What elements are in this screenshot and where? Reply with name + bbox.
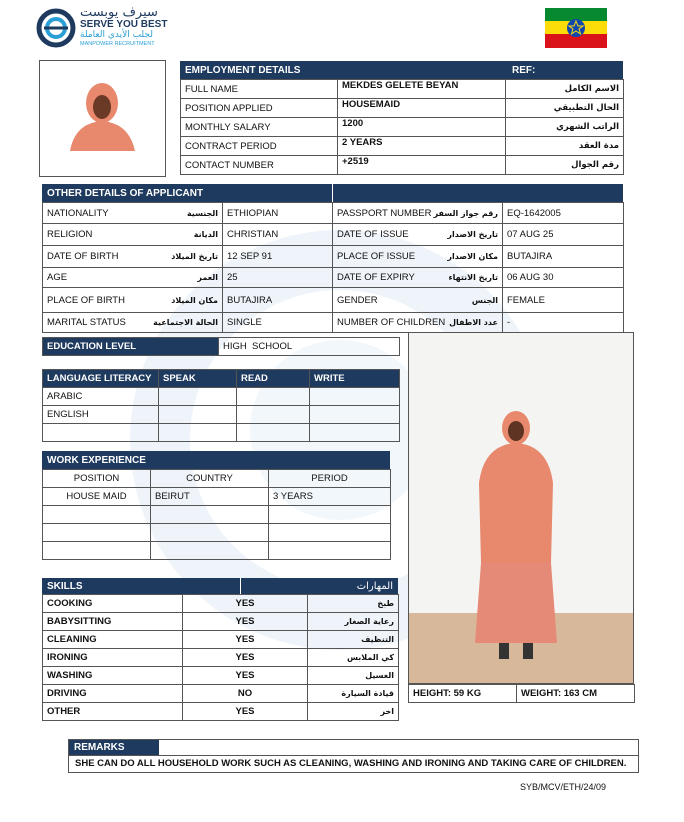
skills-label-ar: المهارات bbox=[356, 580, 393, 592]
other-value-right: 06 AUG 30 bbox=[503, 268, 624, 288]
language-header-cell: LANGUAGE LITERACY bbox=[43, 370, 159, 388]
skill-name-ar: طبخ bbox=[308, 595, 399, 613]
other-field-right bbox=[333, 203, 503, 224]
work-cell bbox=[269, 524, 391, 542]
company-logo bbox=[36, 8, 76, 48]
employment-row bbox=[181, 156, 624, 175]
skill-name-ar: التنظيف bbox=[308, 631, 399, 649]
work-experience-label: WORK EXPERIENCE bbox=[47, 454, 146, 466]
work-cell bbox=[269, 506, 391, 524]
skill-row bbox=[43, 703, 399, 721]
skill-value: YES bbox=[183, 631, 308, 649]
employment-table bbox=[180, 79, 624, 175]
remarks-text: SHE CAN DO ALL HOUSEHOLD WORK SUCH AS CLEANING, WASHING AND IRONING AND TAKING CARE OF CHILDREN. bbox=[75, 758, 627, 769]
skill-name: IRONING bbox=[43, 649, 183, 667]
remarks-header bbox=[69, 740, 159, 755]
work-row bbox=[43, 542, 391, 560]
employment-header-label: EMPLOYMENT DETAILS bbox=[185, 64, 301, 76]
other-label-right-ar: مكان الاصدار bbox=[447, 252, 498, 261]
skill-value: YES bbox=[183, 667, 308, 685]
employment-header bbox=[180, 61, 507, 79]
logo-icon bbox=[36, 8, 76, 48]
language-cell bbox=[237, 424, 310, 442]
employment-row bbox=[181, 99, 624, 118]
language-cell bbox=[237, 406, 310, 424]
measurements-table bbox=[408, 684, 635, 703]
other-details-row bbox=[43, 246, 624, 268]
language-row bbox=[43, 406, 400, 424]
other-label-right: NUMBER OF CHILDREN bbox=[337, 317, 446, 328]
other-value-left: 25 bbox=[223, 268, 333, 288]
language-cell bbox=[237, 388, 310, 406]
other-header-divider bbox=[332, 184, 333, 202]
remarks-box bbox=[68, 739, 639, 773]
skill-value: YES bbox=[183, 613, 308, 631]
height-value: HEIGHT: 59 KG bbox=[409, 685, 517, 703]
other-label-right-ar: الجنس bbox=[471, 295, 498, 305]
skills-table bbox=[42, 594, 399, 721]
employment-field-value: +2519 bbox=[338, 156, 506, 175]
skill-name-ar: رعاية الصغار bbox=[308, 613, 399, 631]
skill-row bbox=[43, 613, 399, 631]
other-details-label: OTHER DETAILS OF APPLICANT bbox=[47, 187, 204, 199]
skill-value: NO bbox=[183, 685, 308, 703]
other-label-right: PLACE OF ISSUE bbox=[337, 251, 416, 262]
language-row bbox=[43, 388, 400, 406]
brand-name-en: SERVE YOU BEST bbox=[80, 19, 168, 30]
flag-icon bbox=[545, 8, 607, 48]
employment-field-value: 2 YEARS bbox=[338, 137, 506, 156]
applicant-photo-full bbox=[408, 332, 634, 684]
work-cell: HOUSE MAID bbox=[43, 488, 151, 506]
language-table bbox=[42, 369, 400, 442]
footer-code: SYB/MCV/ETH/24/09 bbox=[520, 782, 607, 792]
other-value-right: BUTAJIRA bbox=[503, 246, 624, 268]
work-column-header: COUNTRY bbox=[151, 470, 269, 488]
work-cell bbox=[269, 542, 391, 560]
language-cell bbox=[159, 424, 237, 442]
ref-header bbox=[507, 61, 623, 79]
work-column-header: PERIOD bbox=[269, 470, 391, 488]
employment-field-label-ar: مدة العقد bbox=[506, 137, 624, 156]
skill-name: COOKING bbox=[43, 595, 183, 613]
other-field-left bbox=[43, 203, 223, 224]
employment-field-label-ar: الاسم الكامل bbox=[506, 80, 624, 99]
other-field-left bbox=[43, 313, 223, 333]
education-table bbox=[42, 337, 400, 356]
employment-field-label: CONTRACT PERIOD bbox=[181, 137, 338, 156]
other-details-row bbox=[43, 313, 624, 333]
skills-header bbox=[42, 578, 398, 594]
skills-label: SKILLS bbox=[47, 580, 83, 592]
other-value-right: EQ-1642005 bbox=[503, 203, 624, 224]
brand-block bbox=[80, 6, 190, 48]
other-label-left: MARITAL STATUS bbox=[47, 317, 126, 328]
weight-value: WEIGHT: 163 CM bbox=[517, 685, 635, 703]
education-label: EDUCATION LEVEL bbox=[43, 338, 219, 356]
other-label-left: PLACE OF BIRTH bbox=[47, 294, 125, 306]
work-cell bbox=[151, 524, 269, 542]
work-cell bbox=[151, 542, 269, 560]
other-label-right: PASSPORT NUMBER bbox=[337, 207, 432, 219]
skill-row bbox=[43, 667, 399, 685]
employment-field-label-ar: رقم الجوال bbox=[506, 156, 624, 175]
other-details-row bbox=[43, 224, 624, 246]
skill-name: BABYSITTING bbox=[43, 613, 183, 631]
brand-name-ar: سيرف يوبست bbox=[80, 5, 158, 20]
skill-row bbox=[43, 649, 399, 667]
language-cell bbox=[43, 424, 159, 442]
employment-field-label: FULL NAME bbox=[181, 80, 338, 99]
other-field-right bbox=[333, 224, 503, 246]
brand-sub-ar: لجلب الأيدي العاملة bbox=[80, 30, 153, 40]
employment-row bbox=[181, 137, 624, 156]
skill-row bbox=[43, 685, 399, 703]
language-header-cell: READ bbox=[237, 370, 310, 388]
other-field-right bbox=[333, 288, 503, 313]
other-details-row bbox=[43, 203, 624, 224]
language-cell bbox=[310, 424, 400, 442]
other-field-right bbox=[333, 313, 503, 333]
brand-sub-en: MANPOWER RECRUITMENT bbox=[80, 41, 155, 47]
skill-name-ar: كي الملابس bbox=[308, 649, 399, 667]
work-header-row bbox=[43, 470, 391, 488]
employment-field-value: HOUSEMAID bbox=[338, 99, 506, 118]
other-details-row bbox=[43, 288, 624, 313]
work-cell bbox=[43, 524, 151, 542]
skill-value: YES bbox=[183, 649, 308, 667]
other-label-right: DATE OF ISSUE bbox=[337, 229, 409, 240]
language-row bbox=[43, 424, 400, 442]
work-cell bbox=[43, 542, 151, 560]
other-value-right: - bbox=[503, 313, 624, 333]
employment-row bbox=[181, 118, 624, 137]
remarks-divider bbox=[69, 755, 638, 756]
other-label-right: GENDER bbox=[337, 294, 378, 306]
employment-field-label: CONTACT NUMBER bbox=[181, 156, 338, 175]
other-label-left: RELIGION bbox=[47, 229, 93, 240]
employment-field-label: MONTHLY SALARY bbox=[181, 118, 338, 137]
other-label-right-ar: عدد الاطفال bbox=[449, 318, 498, 327]
skill-name-ar: اخر bbox=[308, 703, 399, 721]
ethiopia-flag bbox=[545, 8, 607, 48]
other-field-left bbox=[43, 246, 223, 268]
skill-name: CLEANING bbox=[43, 631, 183, 649]
work-cell: 3 YEARS bbox=[269, 488, 391, 506]
other-label-left: DATE OF BIRTH bbox=[47, 251, 119, 262]
employment-field-label-ar: الحال التطبيقي bbox=[506, 99, 624, 118]
other-field-left bbox=[43, 288, 223, 313]
skills-header-divider bbox=[240, 578, 241, 594]
skill-name: OTHER bbox=[43, 703, 183, 721]
other-value-right: FEMALE bbox=[503, 288, 624, 313]
other-value-left: 12 SEP 91 bbox=[223, 246, 333, 268]
other-field-left bbox=[43, 268, 223, 288]
language-header-cell: SPEAK bbox=[159, 370, 237, 388]
other-details-table bbox=[42, 202, 624, 333]
other-label-left: NATIONALITY bbox=[47, 207, 109, 219]
skill-value: YES bbox=[183, 703, 308, 721]
other-value-left: SINGLE bbox=[223, 313, 333, 333]
language-cell: ENGLISH bbox=[43, 406, 159, 424]
other-label-right-ar: تاريخ الانتهاء bbox=[448, 273, 498, 282]
remarks-label: REMARKS bbox=[74, 742, 125, 753]
ref-label: REF: bbox=[512, 64, 536, 76]
language-cell bbox=[310, 388, 400, 406]
other-field-right bbox=[333, 246, 503, 268]
work-row bbox=[43, 506, 391, 524]
language-header-cell: WRITE bbox=[310, 370, 400, 388]
work-experience-header bbox=[42, 451, 390, 469]
employment-field-value: MEKDES GELETE BEYAN bbox=[338, 80, 506, 99]
applicant-photo-small bbox=[39, 60, 166, 177]
work-experience-table bbox=[42, 469, 391, 560]
other-label-left-ar: الجنسية bbox=[186, 208, 218, 218]
other-label-right-ar: تاريخ الاصدار bbox=[447, 230, 498, 239]
other-value-left: ETHIOPIAN bbox=[223, 203, 333, 224]
other-value-left: CHRISTIAN bbox=[223, 224, 333, 246]
other-label-left-ar: تاريخ الميلاد bbox=[171, 252, 218, 261]
work-cell bbox=[43, 506, 151, 524]
language-cell bbox=[159, 406, 237, 424]
other-label-left: AGE bbox=[47, 272, 68, 283]
work-row bbox=[43, 488, 391, 506]
other-label-left-ar: الحالة الاجتماعية bbox=[153, 318, 218, 327]
employment-field-label: POSITION APPLIED bbox=[181, 99, 338, 118]
other-field-left bbox=[43, 224, 223, 246]
other-label-left-ar: العمر bbox=[197, 273, 218, 282]
language-cell: ARABIC bbox=[43, 388, 159, 406]
education-value: HIGH SCHOOL bbox=[219, 338, 400, 356]
other-value-right: 07 AUG 25 bbox=[503, 224, 624, 246]
skill-row bbox=[43, 631, 399, 649]
skill-value: YES bbox=[183, 595, 308, 613]
other-field-right bbox=[333, 268, 503, 288]
skill-name: DRIVING bbox=[43, 685, 183, 703]
other-label-right-ar: رقم جواز السفر bbox=[433, 208, 498, 218]
language-header-row bbox=[43, 370, 400, 388]
other-label-left-ar: الديانة bbox=[193, 230, 218, 239]
employment-field-value: 1200 bbox=[338, 118, 506, 137]
skill-name: WASHING bbox=[43, 667, 183, 685]
language-cell bbox=[310, 406, 400, 424]
work-column-header: POSITION bbox=[43, 470, 151, 488]
language-cell bbox=[159, 388, 237, 406]
work-cell: BEIRUT bbox=[151, 488, 269, 506]
other-details-row bbox=[43, 268, 624, 288]
skill-name-ar: قيادة السيارة bbox=[308, 685, 399, 703]
other-label-left-ar: مكان الميلاد bbox=[171, 295, 218, 305]
employment-row bbox=[181, 80, 624, 99]
work-cell bbox=[151, 506, 269, 524]
employment-field-label-ar: الراتب الشهري bbox=[506, 118, 624, 137]
other-label-right: DATE OF EXPIRY bbox=[337, 272, 415, 283]
skill-row bbox=[43, 595, 399, 613]
skill-name-ar: الغسيل bbox=[308, 667, 399, 685]
other-value-left: BUTAJIRA bbox=[223, 288, 333, 313]
work-row bbox=[43, 524, 391, 542]
